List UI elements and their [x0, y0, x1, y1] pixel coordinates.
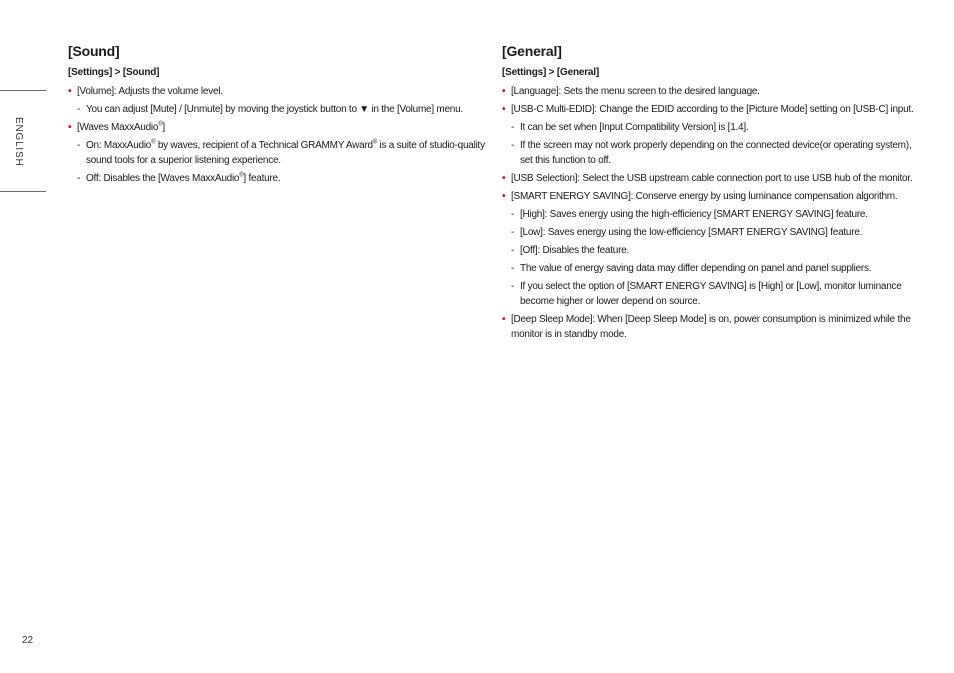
registered-mark: ® — [239, 172, 244, 179]
general-item-text: [USB Selection]: Select the USB upstream cable connection port to use USB hub of the monitor. — [511, 173, 913, 184]
sound-list — [68, 84, 488, 186]
off-text-a: Off: Disables the [Waves MaxxAudio — [86, 173, 240, 184]
waves-sublist — [77, 138, 488, 186]
language-tab-label: ENGLISH — [13, 117, 24, 167]
side-rule-bottom — [0, 191, 46, 192]
edid-sublist — [511, 120, 922, 168]
on-text-c: is a suite of studio-quality sound tools for a superior listening experience. — [86, 140, 485, 166]
general-sub-item: - If the screen may not work properly depending on the connected device(or operating system), set this function to off. — [511, 138, 922, 168]
sound-item-volume — [68, 84, 488, 117]
general-sub-item: - [Off]: Disables the feature. — [511, 243, 922, 258]
general-sub-item: - The value of energy saving data may differ depending on panel and panel suppliers. — [511, 261, 922, 276]
sound-section — [68, 43, 488, 189]
general-sub-item: - [High]: Saves energy using the high-efficiency [SMART ENERGY SAVING] feature. — [511, 207, 922, 222]
general-item-text: [Deep Sleep Mode]: When [Deep Sleep Mode] is on, power consumption is minimized while the monitor is in standby mode. — [511, 314, 911, 340]
energy-sublist — [511, 207, 922, 309]
general-item-deep-sleep-mode — [502, 312, 922, 342]
waves-sub-on — [77, 138, 488, 168]
general-item-text: [Language]: Sets the menu screen to the desired language. — [511, 86, 760, 97]
registered-mark: ® — [158, 121, 163, 128]
volume-sublist — [77, 102, 488, 117]
general-sub-item: - [Low]: Saves energy using the low-efficiency [SMART ENERGY SAVING] feature. — [511, 225, 922, 240]
sound-item-waves — [68, 120, 488, 186]
general-title: [General] — [502, 43, 562, 59]
sound-breadcrumb: [Settings] > [Sound] — [68, 67, 160, 78]
waves-text-b: ] — [162, 122, 165, 133]
waves-sub-off — [77, 171, 488, 186]
general-item-usb-selection — [502, 171, 922, 186]
side-rule-top — [0, 90, 46, 91]
on-text-a: On: MaxxAudio — [86, 140, 152, 151]
on-text-b: by waves, recipient of a Technical GRAMMY Award — [155, 140, 373, 151]
page-number: 22 — [22, 635, 34, 646]
general-item-smart-energy-saving — [502, 189, 922, 309]
general-item-text: [USB-C Multi-EDID]: Change the EDID according to the [Picture Mode] setting on [USB-C] input. — [511, 104, 914, 115]
general-sub-item: - If you select the option of [SMART ENERGY SAVING] is [High] or [Low], monitor luminance become higher or lower depend on source. — [511, 279, 922, 309]
waves-text-a: [Waves MaxxAudio — [77, 122, 159, 133]
general-sub-item: - It can be set when [Input Compatibility Version] is [1.4]. — [511, 120, 922, 135]
off-text-b: ] feature. — [243, 173, 281, 184]
volume-sub-item: - You can adjust [Mute] / [Unmute] by moving the joystick button to ▼ in the [Volume] menu. — [77, 102, 488, 117]
general-section — [502, 43, 922, 345]
general-breadcrumb: [Settings] > [General] — [502, 67, 600, 78]
registered-mark: ® — [372, 139, 378, 146]
volume-text: [Volume]: Adjusts the volume level. — [77, 86, 223, 97]
general-item-text: [SMART ENERGY SAVING]: Conserve energy by using luminance compensation algorithm. — [511, 191, 898, 202]
general-item-usb-c-multi-edid — [502, 102, 922, 168]
sound-title: [Sound] — [68, 43, 120, 59]
general-list — [502, 84, 922, 342]
registered-mark: ® — [151, 139, 156, 146]
general-item-language — [502, 84, 922, 99]
